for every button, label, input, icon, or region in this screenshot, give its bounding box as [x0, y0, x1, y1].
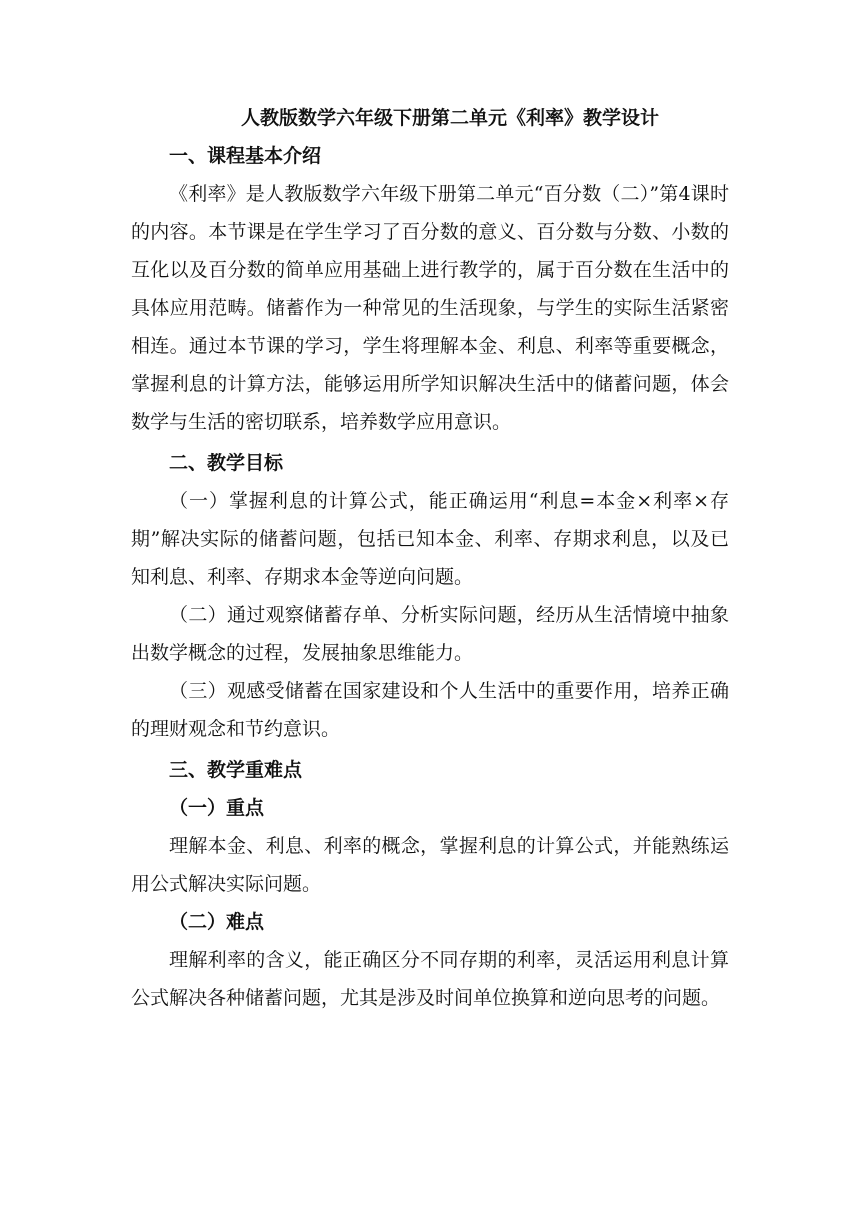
- teaching-goal-2: （二）通过观察储蓄存单、分析实际问题，经历从生活情境中抽象出数学概念的过程，发展抽象思维能力。: [131, 604, 729, 664]
- subheading-difficult-points: （二）难点: [169, 911, 265, 933]
- section-heading-course-intro: 一、课程基本介绍: [169, 145, 322, 167]
- document-body: [131, 99, 729, 1017]
- section-heading-key-difficult: 三、教学重难点: [169, 759, 303, 781]
- teaching-goal-3: （三）观感受储蓄在国家建设和个人生活中的重要作用，培养正确的理财观念和节约意识。: [131, 680, 729, 740]
- difficult-points-paragraph: 理解利率的含义，能正确区分不同存期的利率，灵活运用利息计算公式解决各种储蓄问题，尤其是涉及时间单位换算和逆向思考的问题。: [131, 949, 729, 1009]
- section-heading-teaching-goals: 二、教学目标: [169, 452, 284, 474]
- teaching-goal-1: （一）掌握利息的计算公式，能正确运用“利息=本金×利率×存期”解决实际的储蓄问题，包括已知本金、利率、存期求利息，以及已知利息、利率、存期求本金等逆向问题。: [131, 490, 729, 588]
- course-intro-paragraph: 《利率》是人教版数学六年级下册第二单元“百分数（二）”第4课时的内容。本节课是在学生学习了百分数的意义、百分数与分数、小数的互化以及百分数的简单应用基础上进行教学的，属于百分数在生活中的具体应用范畴。储蓄作为一种常见的生活现象，与学生的实际生活紧密相连。通过本节课的学习，学生将理解本金、利息、利率等重要概念，掌握利息的计算方法，能够运用所学知识解决生活中的储蓄问题，体会数学与生活的密切联系，培养数学应用意识。: [131, 183, 729, 433]
- subheading-key-points: （一）重点: [169, 797, 265, 819]
- key-points-paragraph: 理解本金、利息、利率的概念，掌握利息的计算公式，并能熟练运用公式解决实际问题。: [131, 835, 729, 895]
- document-title: 人教版数学六年级下册第二单元《利率》教学设计: [240, 107, 659, 129]
